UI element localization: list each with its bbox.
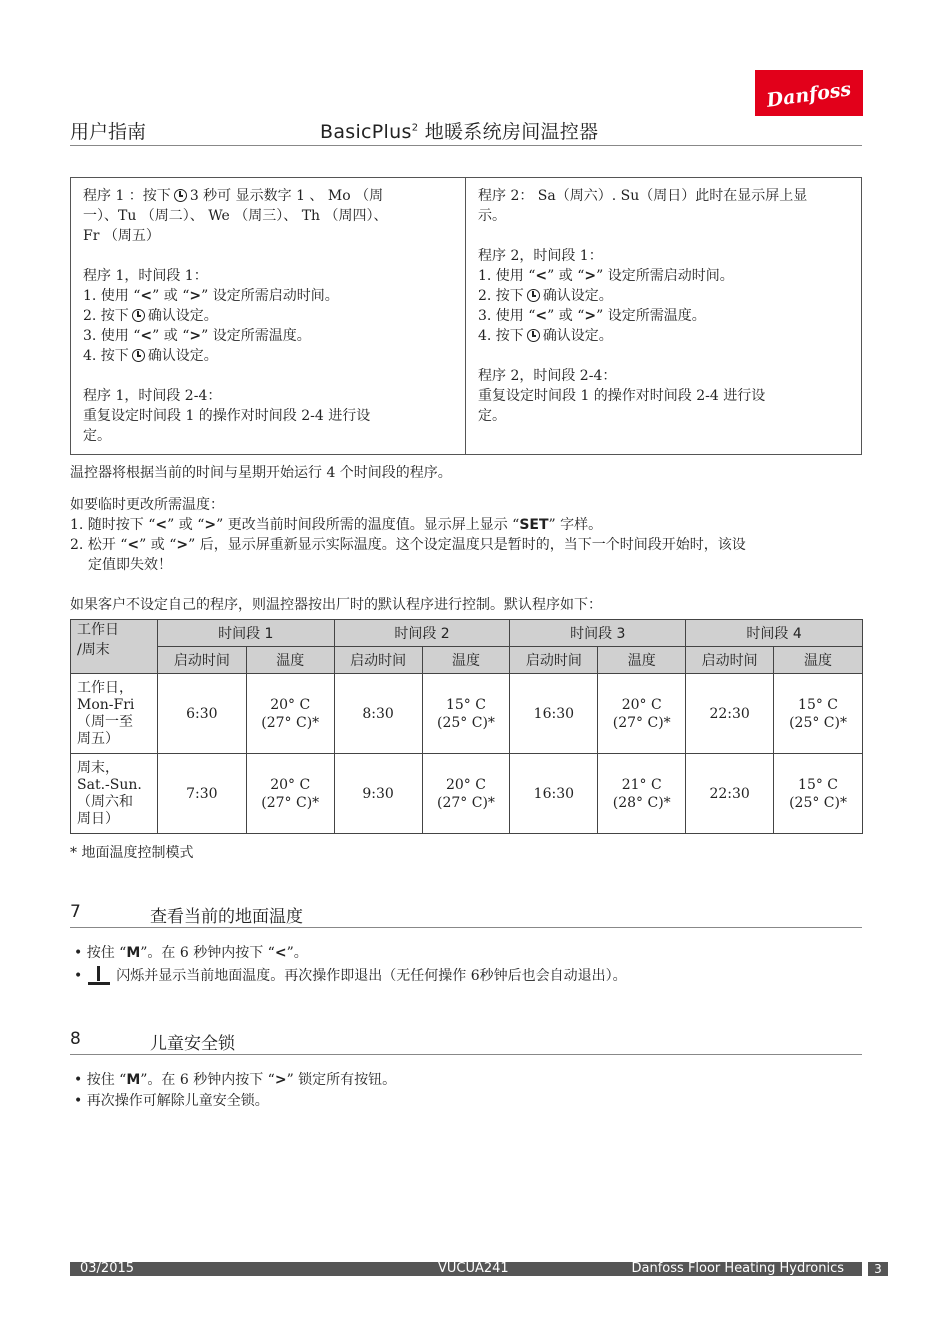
temperature-cell: 20° C (27° C)* (422, 754, 510, 834)
guide-label: 用户指南 (70, 121, 147, 143)
period-header: 时间段 2 (334, 620, 510, 647)
section-8-bullet-1: • 按住 “M”。在 6 秒钟内按下 “>” 锁定所有按钮。 (74, 1072, 397, 1088)
program-1-intro: 程序 1 ：按下 3 秒可 显示数字 1 、 Mo （周 (83, 188, 384, 204)
section-7-divider (70, 927, 862, 928)
footer-code: VUCUA241 (438, 1261, 509, 1276)
day-label: 周末， Sat.-Sun. （周六和 周日） (71, 754, 158, 834)
temporary-change-instructions: 如要临时更改所需温度： 1. 随时按下 “<” 或 “>” 更改当前时间段所需的温度值。显示屏上显示 “SET” 字样。 2. 松开 “<” 或 “>” 后，显示屏重新显示实际温度。这个设定温度只是暂时的，当下一个时间段开始时，该设 定值即失效！ (70, 497, 746, 573)
temperature-cell: 15° C (25° C)* (422, 674, 510, 754)
floor-temperature-icon (88, 965, 110, 985)
program-1-period-2-4-title: 程序 1，时间段 2-4： (83, 388, 222, 404)
section-7-bullet-1: • 按住 “M”。在 6 秒钟内按下 “<”。 (74, 945, 308, 961)
clock-icon (174, 189, 187, 202)
start-time-header: 启动时间 (686, 647, 774, 674)
section-8-bullet-2: • 再次操作可解除儿童安全锁。 (74, 1093, 269, 1109)
section-7-bullet-2: • 闪烁并显示当前地面温度。再次操作即退出（无任何操作 6秒钟后也会自动退出）。 (74, 965, 627, 987)
section-7-title: 查看当前的地面温度 (150, 907, 303, 927)
table-row (71, 754, 863, 834)
temperature-cell: 15° C (25° C)* (774, 674, 863, 754)
temperature-cell: 15° C (25° C)* (774, 754, 863, 834)
start-time-cell: 8:30 (334, 674, 422, 754)
footer-bar (70, 1262, 862, 1276)
temperature-cell: 20° C (27° C)* (246, 674, 334, 754)
period-header: 时间段 1 (157, 620, 334, 647)
section-8-divider (70, 1054, 862, 1055)
period-header: 时间段 3 (510, 620, 686, 647)
start-time-cell: 6:30 (157, 674, 246, 754)
table-footnote: * 地面温度控制模式 (70, 845, 194, 861)
start-time-header: 启动时间 (334, 647, 422, 674)
run-note: 温控器将根据当前的时间与星期开始运行 4 个时间段的程序。 (70, 465, 452, 481)
program-1-column: 程序 1 ：按下 3 秒可 显示数字 1 、 Mo （周 一）、Tu （周二）、 We （周三）、 Th （周四）、 Fr （周五） 程序 1，时间段 1： 1. 使用 “<” 或 “>” 设定所需启动时间。 2. 按下 确认设定。 3. 使用 “<” 或 “>” 设定所需温度。 4. 按下 确认设定。 程序 1，时间段 2-4： 重复设定时间段 1 的操作对时间段 2-4 进行设 定。 (71, 178, 466, 454)
start-time-cell: 16:30 (510, 754, 598, 834)
start-time-cell: 16:30 (510, 674, 598, 754)
program-2-period-1-title: 程序 2，时间段 1： (478, 248, 603, 264)
temperature-header: 温度 (598, 647, 686, 674)
clock-icon (527, 329, 540, 342)
temperature-header: 温度 (246, 647, 334, 674)
program-2-column: 程序 2： Sa（周六）. Su（周日）此时在显示屏上显 示。 程序 2，时间段 1： 1. 使用 “<” 或 “>” 设定所需启动时间。 2. 按下 确认设定。 3. 使用 “<” 或 “>” 设定所需温度。 4. 按下 确认设定。 程序 2，时间段 2-4： 重复设定时间段 1 的操作对时间段 2-4 进行设 定。 (466, 178, 861, 454)
footer-company: Danfoss Floor Heating Hydronics (631, 1261, 844, 1276)
clock-icon (132, 349, 145, 362)
danfoss-logo (755, 70, 863, 116)
day-label: 工作日， Mon-Fri （周一至 周五） (71, 674, 158, 754)
temperature-cell: 21° C (28° C)* (598, 754, 686, 834)
temperature-header: 温度 (422, 647, 510, 674)
temperature-cell: 20° C (27° C)* (246, 754, 334, 834)
footer-date: 03/2015 (80, 1261, 135, 1276)
start-time-cell: 7:30 (157, 754, 246, 834)
program-1-period-1-title: 程序 1，时间段 1： (83, 268, 208, 284)
program-instructions-box (70, 177, 862, 455)
table-corner-header: 工作日 /周末 (71, 620, 158, 674)
program-2-period-2-4-title: 程序 2，时间段 2-4： (478, 368, 617, 384)
header-divider (70, 145, 862, 146)
logo-text: Danfoss (765, 78, 853, 112)
page-number: 3 (868, 1262, 888, 1276)
document-title: BasicPlus$^2$ 地暖系统房间温控器 (320, 121, 599, 143)
section-8-title: 儿童安全锁 (150, 1034, 235, 1054)
program-2-intro: 程序 2： Sa（周六）. Su（周日）此时在显示屏上显 (478, 188, 808, 204)
start-time-cell: 22:30 (686, 754, 774, 834)
default-program-note: 如果客户不设定自己的程序，则温控器按出厂时的默认程序进行控制。默认程序如下： (70, 597, 602, 613)
section-8-number: 8 (70, 1029, 81, 1049)
section-7-number: 7 (70, 902, 81, 922)
temperature-cell: 20° C (27° C)* (598, 674, 686, 754)
period-header: 时间段 4 (686, 620, 863, 647)
default-program-table (70, 619, 863, 834)
temperature-header: 温度 (774, 647, 863, 674)
start-time-header: 启动时间 (157, 647, 246, 674)
clock-icon (132, 309, 145, 322)
clock-icon (527, 289, 540, 302)
start-time-cell: 9:30 (334, 754, 422, 834)
start-time-header: 启动时间 (510, 647, 598, 674)
table-row (71, 674, 863, 754)
start-time-cell: 22:30 (686, 674, 774, 754)
